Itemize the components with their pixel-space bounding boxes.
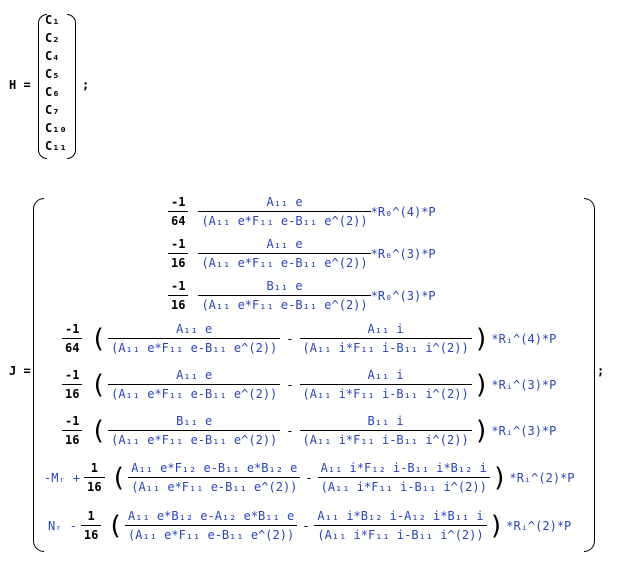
term-num: A₁₁ i*F₁₂ i-B₁₁ i*B₁₂ i [320, 461, 487, 475]
term-den: (A₁₁ i*F₁₁ i-B₁₁ i^(2)) [314, 525, 486, 542]
term-fraction [198, 237, 370, 270]
close-paren: ) [491, 462, 508, 493]
h-vector [45, 13, 67, 157]
term-num: A₁₁ i*B₁₂ i-A₁₂ i*B₁₁ i [317, 509, 484, 523]
term-den: (A₁₁ e*F₁₁ e-B₁₁ e^(2)) [198, 295, 370, 312]
term-num: A₁₁ e [266, 195, 303, 209]
row-prefix: -Mᵣ + [44, 470, 81, 485]
term-fraction [198, 279, 370, 312]
open-paren: ( [90, 369, 107, 400]
h-item: C₁₁ [45, 139, 67, 153]
term-den: (A₁₁ e*F₁₁ e-B₁₁ e^(2)) [125, 525, 297, 542]
j-row-2 [168, 237, 436, 270]
coef-num: -1 [171, 279, 186, 293]
coef-den: 64 [62, 338, 82, 355]
j-right-paren [584, 198, 595, 552]
term-num: A₁₁ i [367, 368, 404, 382]
coef-num: -1 [65, 322, 80, 336]
coef-num: 1 [87, 509, 95, 523]
close-paren: ) [473, 415, 490, 446]
term-num: A₁₁ e [176, 322, 213, 336]
h-item: C₅ [45, 67, 60, 81]
term-fraction [300, 368, 472, 401]
h-item: C₇ [45, 103, 60, 117]
j-semicolon: ; [597, 364, 605, 378]
close-paren: ) [488, 510, 505, 541]
term-tail: *Rᵢ^(3)*P [491, 377, 557, 392]
term-num: A₁₁ e [176, 368, 213, 382]
term-tail: *R₀^(3)*P [370, 288, 436, 303]
term-num: B₁₁ e [266, 279, 303, 293]
term-fraction [318, 461, 490, 494]
term-num: A₁₁ i [367, 322, 404, 336]
term-den: (A₁₁ i*F₁₁ i-B₁₁ i^(2)) [300, 384, 472, 401]
coef-den: 16 [81, 525, 101, 542]
term-den: (A₁₁ i*F₁₁ i-B₁₁ i^(2)) [318, 477, 490, 494]
coef-num: -1 [171, 195, 186, 209]
coef-fraction [62, 414, 82, 447]
term-tail: *Rᵢ^(4)*P [491, 331, 557, 346]
coef-fraction [62, 368, 82, 401]
minus-sign: - [302, 518, 310, 533]
term-tail: *Rᵢ^(2)*P [506, 518, 572, 533]
open-paren: ( [90, 415, 107, 446]
coef-fraction [84, 461, 104, 494]
term-fraction [108, 368, 280, 401]
coef-num: 1 [90, 461, 98, 475]
j-row-8 [48, 509, 571, 542]
term-num: B₁₁ e [176, 414, 213, 428]
term-tail: *R₀^(4)*P [370, 204, 436, 219]
row-prefix: Nᵣ - [48, 518, 77, 533]
j-row-5 [62, 368, 556, 401]
term-fraction [300, 322, 472, 355]
term-den: (A₁₁ e*F₁₁ e-B₁₁ e^(2)) [198, 211, 370, 228]
coef-fraction [168, 279, 188, 312]
term-den: (A₁₁ e*F₁₁ e-B₁₁ e^(2)) [108, 384, 280, 401]
minus-sign: - [286, 377, 294, 392]
j-left-paren [33, 198, 44, 552]
h-item: C₁ [45, 13, 60, 27]
term-tail: *Rᵢ^(2)*P [509, 470, 575, 485]
h-label: H = [9, 78, 31, 92]
term-tail: *Rᵢ^(3)*P [491, 423, 557, 438]
open-paren: ( [110, 462, 127, 493]
h-item: C₂ [45, 31, 60, 45]
term-fraction [198, 195, 370, 228]
open-paren: ( [107, 510, 124, 541]
coef-den: 16 [62, 430, 82, 447]
term-fraction [300, 414, 472, 447]
coef-num: -1 [65, 368, 80, 382]
close-paren: ) [473, 369, 490, 400]
coef-fraction [168, 195, 188, 228]
h-item: C₄ [45, 49, 60, 63]
close-paren: ) [473, 323, 490, 354]
coef-den: 16 [62, 384, 82, 401]
h-semicolon: ; [82, 78, 90, 92]
minus-sign: - [305, 470, 313, 485]
coef-den: 16 [84, 477, 104, 494]
coef-den: 16 [168, 253, 188, 270]
coef-den: 64 [168, 211, 188, 228]
term-num: B₁₁ i [367, 414, 404, 428]
h-item: C₁₀ [45, 121, 67, 135]
h-item: C₆ [45, 85, 60, 99]
j-row-4 [62, 322, 556, 355]
term-num: A₁₁ e [266, 237, 303, 251]
j-row-7 [44, 461, 575, 494]
coef-fraction [81, 509, 101, 542]
term-den: (A₁₁ e*F₁₁ e-B₁₁ e^(2)) [108, 338, 280, 355]
h-right-paren [67, 14, 76, 159]
term-den: (A₁₁ e*F₁₁ e-B₁₁ e^(2)) [128, 477, 300, 494]
term-fraction [108, 414, 280, 447]
j-row-6 [62, 414, 556, 447]
term-den: (A₁₁ i*F₁₁ i-B₁₁ i^(2)) [300, 338, 472, 355]
minus-sign: - [286, 331, 294, 346]
coef-num: -1 [65, 414, 80, 428]
j-label: J = [9, 364, 31, 378]
term-fraction [125, 509, 297, 542]
term-den: (A₁₁ i*F₁₁ i-B₁₁ i^(2)) [300, 430, 472, 447]
term-fraction [314, 509, 486, 542]
coef-num: -1 [171, 237, 186, 251]
term-fraction [108, 322, 280, 355]
minus-sign: - [286, 423, 294, 438]
term-den: (A₁₁ e*F₁₁ e-B₁₁ e^(2)) [198, 253, 370, 270]
term-fraction [128, 461, 300, 494]
term-num: A₁₁ e*B₁₂ e-A₁₂ e*B₁₁ e [128, 509, 295, 523]
coef-fraction [62, 322, 82, 355]
j-row-3 [168, 279, 436, 312]
j-row-1 [168, 195, 436, 228]
term-den: (A₁₁ e*F₁₁ e-B₁₁ e^(2)) [108, 430, 280, 447]
coef-fraction [168, 237, 188, 270]
open-paren: ( [90, 323, 107, 354]
coef-den: 16 [168, 295, 188, 312]
term-tail: *R₀^(3)*P [370, 246, 436, 261]
term-num: A₁₁ e*F₁₂ e-B₁₁ e*B₁₂ e [131, 461, 298, 475]
